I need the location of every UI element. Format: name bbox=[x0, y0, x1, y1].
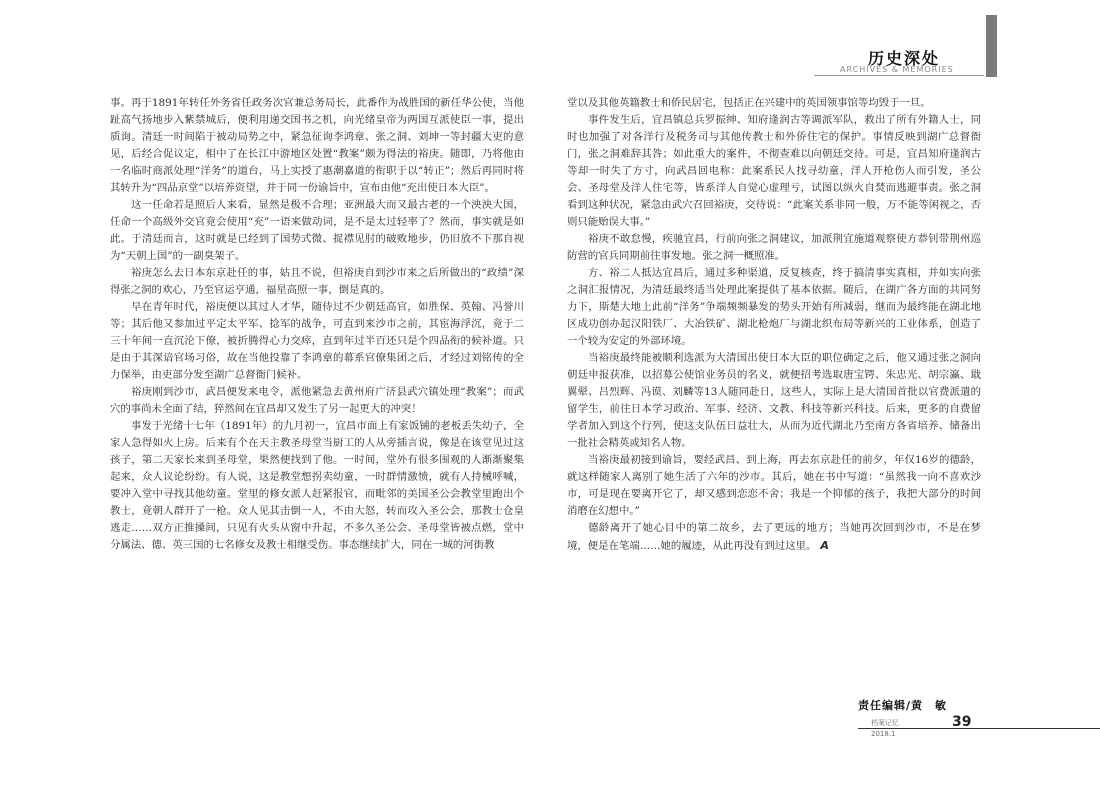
footer-page-number: 39 bbox=[952, 714, 972, 730]
paragraph bbox=[567, 231, 981, 265]
paragraph bbox=[567, 520, 981, 555]
paragraph bbox=[110, 197, 524, 265]
paragraph-text: 当裕庚最终能被顺利选派为大清国出使日本大臣的职位确定之后，他又通过张之洞向朝廷申报获准，以招募公使馆业务员的名义，就便招考选取唐宝锷、朱忠光、胡宗瀛、戢翼翚、吕烈辉、冯谟、刘麟等13人随同赴日，这些人，实际上是大清国首批以官费派遣的留学生，前往日本学习政治、军事、经济、文教、科技等新兴科技。后来，更多的自费留学者加入到这个行列，使这支队伍日益壮大，从而为近代湖北乃至南方各省培养、储备出一批社会精英或知名人物。 bbox=[567, 352, 981, 449]
paragraph bbox=[567, 350, 981, 452]
paragraph bbox=[110, 265, 524, 299]
paragraph-text: 裕庚怎么去日本东京赴任的事，姑且不说，但裕庚自到沙市来之后所做出的“政绩”深得张之洞的欢心，乃至官运亨通，福星高照一事，倒是真的。 bbox=[110, 267, 524, 296]
paragraph bbox=[567, 452, 981, 520]
paragraph-text: 堂以及其他英籍教士和侨民居宅，包括正在兴建中的英国领事馆等均毁于一旦。 bbox=[567, 97, 931, 109]
paragraph bbox=[110, 384, 524, 418]
paragraph-text: 这一任命若是照后人来看，显然是极不合理；亚洲最大而又最古老的一个泱泱大国，任命一个高级外交官竟会使用“充”一语来做动词，是不是太过轻率了？然而，事实就是如此。于清廷而言，这时就是已经到了国势式微、捉襟见肘的破败地步，仍旧放不下那自视为“天朝上国”的一副臭架子。 bbox=[110, 199, 524, 262]
left-column bbox=[110, 95, 524, 554]
paragraph bbox=[567, 265, 981, 350]
footer-rule bbox=[858, 728, 1100, 729]
paragraph-text: 事发于光绪十七年（1891年）的九月初一，宜昌市面上有家饭铺的老板丢失幼子，全家人急得如火上房。后来有个在天主教圣母堂当厨工的人从旁插言说，像是在该堂见过这孩子，第二天家长来到圣母堂，果然便找到了他。一时间，堂外有很多围观的人渐渐聚集起来，众人议论纷纷。有人说，这是教堂想拐卖幼童，一时群情激愤，就有人持械呼喊，要冲入堂中寻找其他幼童。堂里的修女派人赶紧报官，而毗邻的美国圣公会教堂里跑出个教士，竟朝人群开了一枪。众人见其击倒一人，不由大怒，转而攻入圣公会，那教士仓皇逃走……双方正推搡间，只见有火头从窗中升起，不多久圣公会、圣母堂皆被点燃，堂中分属法、德、英三国的七名修女及教士相继受伤。事态继续扩大，同在一城的河街教 bbox=[110, 420, 524, 551]
paragraph-text: 事件发生后，宜昌镇总兵罗振绅、知府逢润古等调派军队，救出了所有外籍人士，同时也加强了对各洋行及税务司与其他传教士和外侨住宅的保护。事情反映到湖广总督衙门，张之洞难辞其咎；如此重大的案件，不彻查难以向朝廷交待。可是，宜昌知府逢润古等却一时失了方寸，向武昌回电称：此案系民人找寻幼童，洋人开枪伤人而引发，圣公会、圣母堂及洋人住宅等，皆系洋人自觉心虚理亏，试图以纵火自焚而逃避事责。张之洞看到这种状况，紧急由武穴召回裕庚，交待说：“此案关系非同一般，万不能等闲视之，否则只能贻误大事。” bbox=[567, 114, 981, 228]
paragraph-text: 德龄离开了她心目中的第二故乡，去了更远的地方；当她再次回到沙市，不是在梦境，便是在笔端……她的履迹，从此再没有到过这里。 bbox=[567, 522, 981, 552]
paragraph bbox=[110, 299, 524, 384]
header-accent-bar bbox=[986, 15, 997, 77]
paragraph-text: 早在青年时代，裕庚便以其过人才华，随侍过不少朝廷高官，如胜保、英翰、冯誉川等；其后他又参加过平定太平军、捻军的战争，可直到来沙市之前，其宦海浮沉，竟于二三十年间一直沉沦下僚，被折腾得心力交瘁，直到年过半百还只是个四品衔的候补道。只是由于其深谙官场习俗，故在当他投靠了李鸿章的幕系官僚集团之后，才经过刘铭传的全力保举，由吏部分发至湖广总督衙门候补。 bbox=[110, 301, 524, 381]
paragraph-text: 裕庚不敢怠慢，疾驰宜昌，行前向张之洞建议，加派荆宜施道观察使方恭钊带荆州巡防营的官兵同期前往事发地。张之洞一概照准。 bbox=[567, 233, 981, 262]
paragraph-text: 事。再于1891年转任外务省任政务次官兼总务局长，此番作为战胜国的新任华公使，当他趾高气扬地步入紫禁城后，便利用递交国书之机，向光绪皇帝为两国互派使臣一事，提出质询。清廷一时间陷于被动局势之中，紧急征询李鸿章、张之洞、刘坤一等封疆大吏的意见，后经合促议定，相中了在长江中游地区处置“教案”颇为得法的裕庚。随即，乃将他由一名临时商派处理“洋务”的道台，马上实授了惠潮嘉道的衔职于以“转正”；然后再同时将其转升为“四品京堂”以培养资望，并于同一份谕旨中，宣布由他“充出使日本大臣”。 bbox=[110, 97, 524, 194]
paragraph-text: 方、裕二人抵达宜昌后，通过多种渠道，反复核查，终于搞清事实真相，并如实向张之洞汇报情况，为清廷最终适当处理此案提供了基本依据。随后，在湖广各方面的共同努力下，斯楚大地上此前“洋务”争端频频暴发的势头开始有所减弱，继而为最终能在湖北地区成功创办起汉阳铁厂、大冶铁矿、湖北枪炮厂与湖北织布局等新兴的工业体系，创造了一个较为安定的外部环境。 bbox=[567, 267, 981, 347]
paragraph-text: 裕庚刚到沙市，武昌便发来电令，派他紧急去黄州府广济县武穴镇处理“教案”；而武穴的事尚未全面了结，猝然间在宜昌却又发生了另一起更大的冲突！ bbox=[110, 386, 524, 415]
editor-credit: 责任编辑/黄 敏 bbox=[858, 699, 948, 712]
paragraph bbox=[110, 95, 524, 197]
paragraph-text: 当裕庚最初接到谕旨，要经武昌、到上海，再去东京赴任的前夕，年仅16岁的德龄，就这样随家人离别了她生活了六年的沙市。其后，她在书中写道：“虽然我一向不喜欢沙市，可是现在要离开它了，却又感到恋恋不舍；我是一个抑郁的孩子，我把大部分的时间消磨在幻想中。” bbox=[567, 454, 981, 517]
paragraph bbox=[110, 418, 524, 554]
right-column bbox=[567, 95, 981, 555]
footer-magazine-name: 档案记忆 bbox=[871, 719, 899, 727]
section-subtitle: ARCHIVES & MEMORIES bbox=[840, 65, 954, 74]
header-rule bbox=[814, 75, 984, 76]
paragraph bbox=[567, 95, 981, 112]
footer-issue: 2018.1 bbox=[871, 730, 896, 738]
section-title: 历史深处 bbox=[868, 49, 941, 68]
paragraph bbox=[567, 112, 981, 231]
article-end-mark: A bbox=[820, 539, 829, 552]
